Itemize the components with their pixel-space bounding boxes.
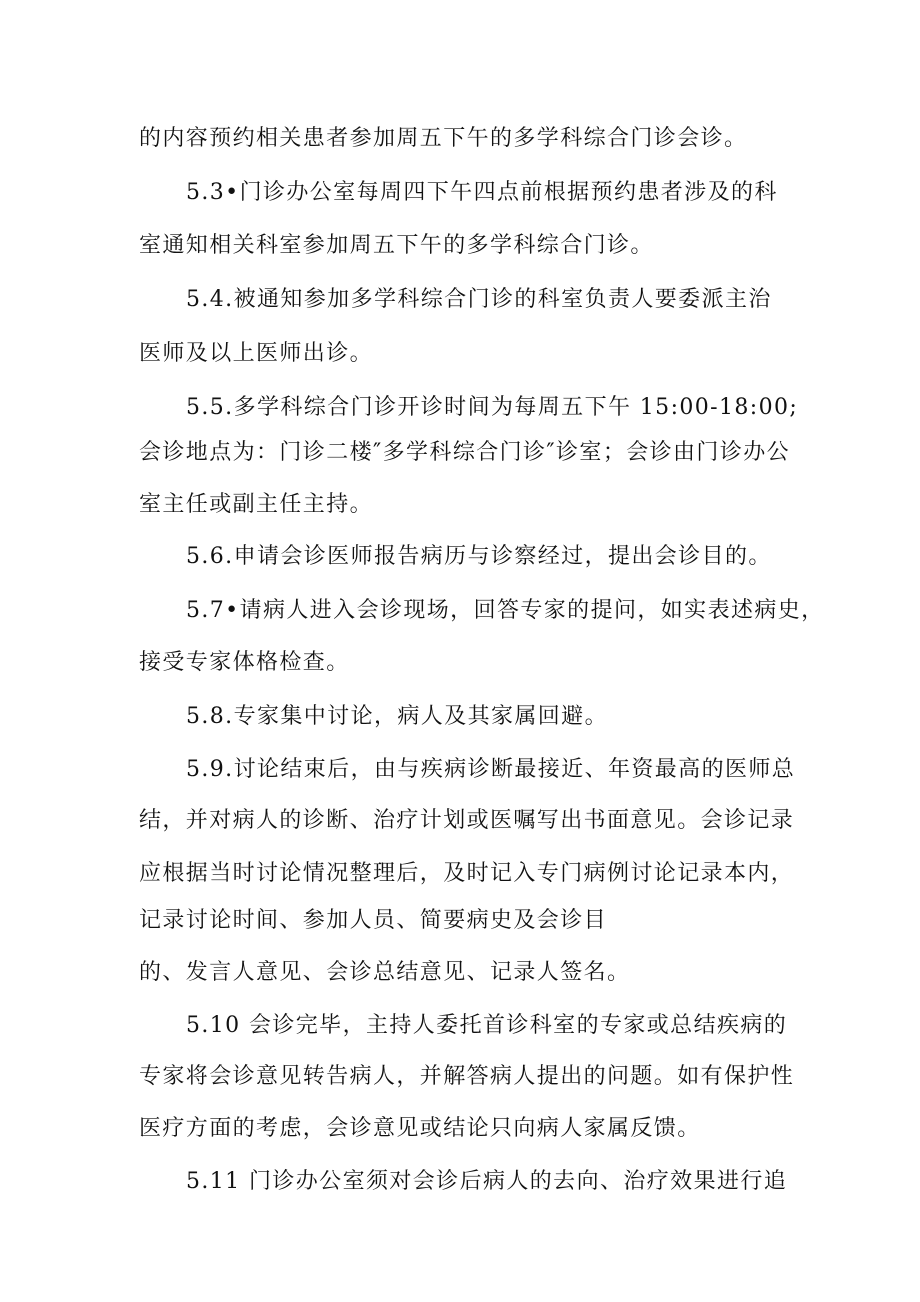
text-line: 5.6.申请会诊医师报告病历与诊察经过，提出会诊目的。	[186, 544, 772, 569]
text-line: 5.4.被通知参加多学科综合门诊的科室负责人要委派主治	[186, 287, 772, 312]
text-line: 的、发言人意见、会诊总结意见、记录人签名。	[139, 960, 631, 985]
text-line: 会诊地点为：门诊二楼″多学科综合门诊″诊室；会诊由门诊办公	[139, 440, 791, 465]
text-line: 专家将会诊意见转告病人，并解答病人提出的问题。如有保护性	[139, 1064, 795, 1089]
text-line: 5.3•门诊办公室每周四下午四点前根据预约患者涉及的科	[186, 180, 778, 205]
text-line: 结，并对病人的诊断、治疗计划或医嘱写出书面意见。会诊记录	[139, 808, 795, 833]
text-line: 5.9.讨论结束后，由与疾病诊断最接近、年资最高的医师总	[186, 757, 796, 782]
text-line: 记录讨论时间、参加人员、简要病史及会诊目	[139, 908, 608, 933]
text-line: 5.8.专家集中讨论，病人及其家属回避。	[186, 704, 608, 729]
text-line: 医师及以上医师出诊。	[139, 341, 374, 366]
text-line: 应根据当时讨论情况整理后，及时记入专门病例讨论记录本内，	[139, 861, 795, 886]
text-line: 室主任或副主任主持。	[139, 492, 374, 517]
text-line: 5.11 门诊办公室须对会诊后病人的去向、治疗效果进行追	[186, 1169, 788, 1194]
text-line: 5.10 会诊完毕，主持人委托首诊科室的专家或总结疾病的	[186, 1013, 788, 1038]
text-line: 的内容预约相关患者参加周五下午的多学科综合门诊会诊。	[139, 126, 748, 151]
text-line: 医疗方面的考虑，会诊意见或结论只向病人家属反馈。	[139, 1116, 701, 1141]
text-line: 5.7•请病人进入会诊现场，回答专家的提问，如实表述病史，	[186, 598, 825, 623]
text-line: 接受专家体格检查。	[139, 650, 350, 675]
text-line: 室通知相关科室参加周五下午的多学科综合门诊。	[139, 233, 654, 258]
text-line: 5.5.多学科综合门诊开诊时间为每周五下午 15:00-18:00;	[186, 395, 799, 420]
